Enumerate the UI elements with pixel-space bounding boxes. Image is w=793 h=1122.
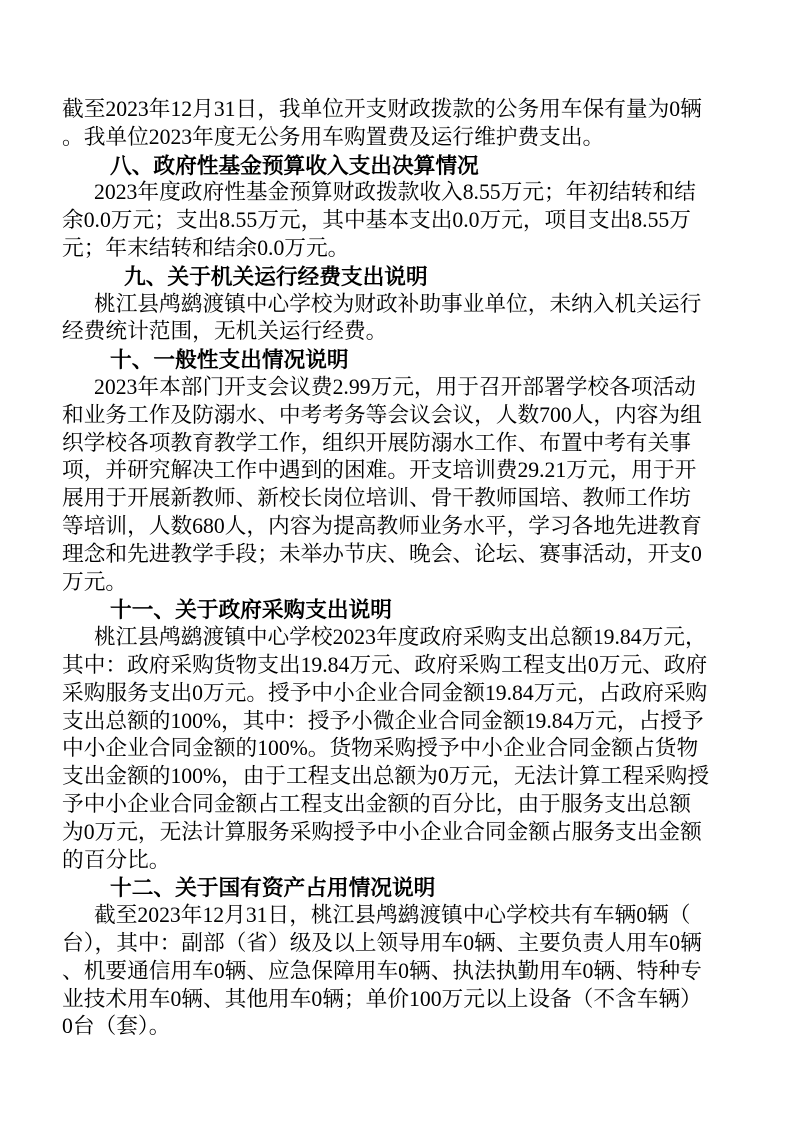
section-heading: 十一、关于政府采购支出说明: [110, 597, 392, 623]
body-paragraph: 桃江县鸬鹚渡镇中心学校2023年度政府采购支出总额19.84万元，其中：政府采购货物支出19.84万元、政府采购工程支出0万元、政府采购服务支出0万元。授予中小企业合同金额19.84万元，占政府采购支出总额的100%，其中：授予小微企业合同金额19.84万元，占授予中小企业合同金额的100%。货物采购授予中小企业合同金额占货物支出金额的100%，由于工程支出总额为0万元，无法计算工程采购授予中小企业合同金额占工程支出金额的百分比，由于服务支出总额为0万元，无法计算服务采购授予中小企业合同金额占服务支出金额的百分比。: [62, 625, 710, 872]
body-paragraph: 2023年本部门开支会议费2.99万元，用于召开部署学校各项活动和业务工作及防溺水、中考考务等会议会议，人数700人，内容为组织学校各项教育教学工作，组织开展防溺水工作、布置中考有关事项，并研究解决工作中遇到的困难。开支培训费29.21万元，用于开展用于开展新教师、新校长岗位培训、骨干教师国培、教师工作坊等培训，人数680人，内容为提高教师业务水平，学习各地先进教育理念和先进教学手段；未举办节庆、晚会、论坛、赛事活动，开支0万元。: [62, 374, 702, 594]
section-heading: 八、政府性基金预算收入支出决算情况: [110, 152, 479, 178]
body-paragraph: 截至2023年12月31日，我单位开支财政拨款的公务用车保有量为0辆。我单位2023年度无公务用车购置费及运行维护费支出。: [62, 97, 702, 149]
section-heading: 十二、关于国有资产占用情况说明: [110, 875, 436, 901]
section-heading: 十、一般性支出情况说明: [110, 347, 349, 373]
body-paragraph: 桃江县鸬鹚渡镇中心学校为财政补助事业单位，未纳入机关运行经费统计范围，无机关运行经费。: [62, 291, 702, 344]
body-paragraph: 截至2023年12月31日，桃江县鸬鹚渡镇中心学校共有车辆0辆（台），其中：副部（省）级及以上领导用车0辆、主要负责人用车0辆、机要通信用车0辆、应急保障用车0辆、执法执勤用车0辆、特种专业技术用车0辆、其他用车0辆；单价100万元以上设备（不含车辆）0台（套）。: [62, 903, 702, 1039]
section-heading: 九、关于机关运行经费支出说明: [124, 263, 428, 289]
document-text-block: [62, 96, 712, 1041]
body-paragraph: 2023年度政府性基金预算财政拨款收入8.55万元；年初结转和结余0.0万元；支出8.55万元，其中基本支出0.0万元，项目支出8.55万元；年末结转和结余0.0万元。: [62, 180, 696, 260]
